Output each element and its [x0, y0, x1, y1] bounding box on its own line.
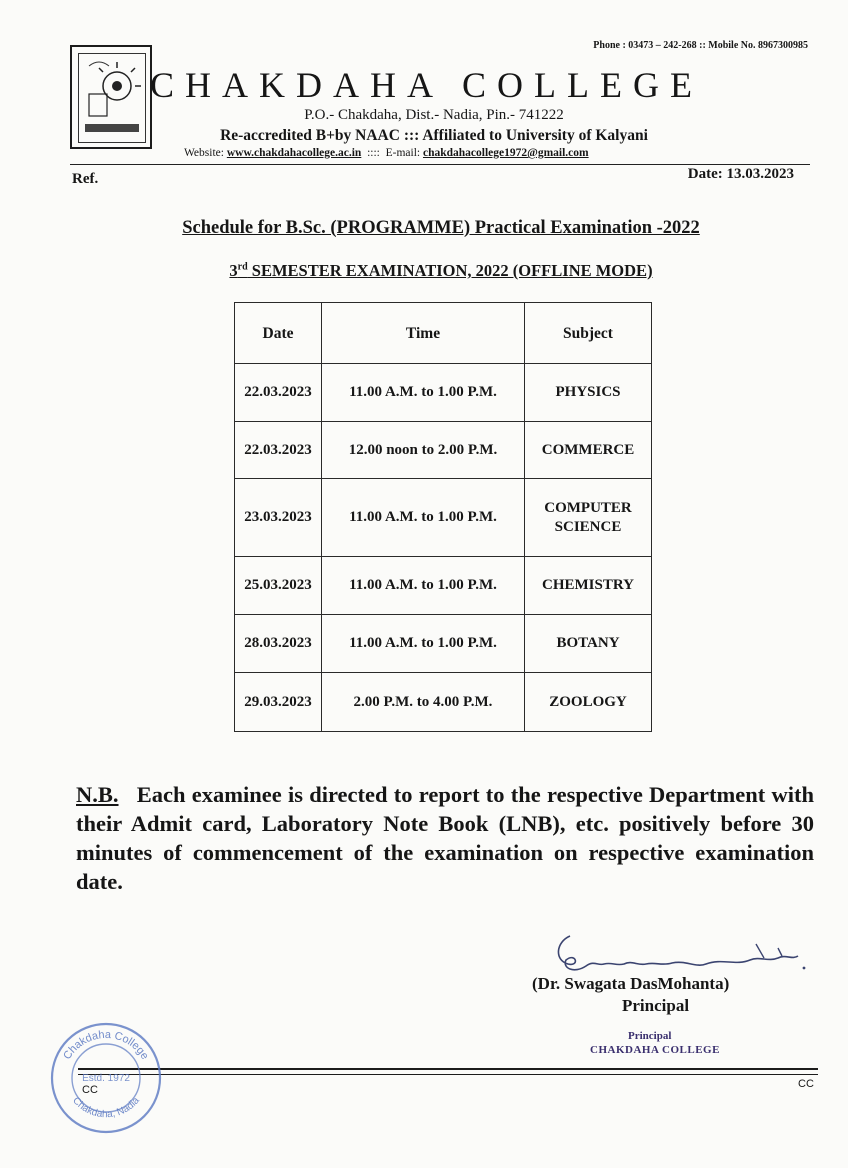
cell-time: 11.00 A.M. to 1.00 P.M. [322, 364, 525, 422]
cell-date: 22.03.2023 [235, 422, 322, 479]
email-link[interactable]: chakdahacollege1972@gmail.com [422, 147, 589, 159]
footer-cc-right: CC [798, 1078, 814, 1090]
college-name: CHAKDAHA COLLEGE [150, 65, 703, 105]
table-row [235, 615, 652, 673]
cell-date: 28.03.2023 [235, 615, 322, 673]
header-subject: Subject [525, 303, 652, 364]
cell-time: 2.00 P.M. to 4.00 P.M. [322, 673, 525, 732]
signatory-title: Principal [622, 996, 690, 1015]
header-time: Time [322, 303, 525, 364]
cell-time: 11.00 A.M. to 1.00 P.M. [322, 615, 525, 673]
cell-subject: COMPUTER SCIENCE [525, 479, 652, 557]
header-divider [70, 164, 810, 165]
signatory-name: (Dr. Swagata DasMohanta) [532, 974, 730, 993]
cell-date: 29.03.2023 [235, 673, 322, 732]
semester-subtitle [0, 261, 848, 281]
seal-top-text: Chakdaha College [61, 1028, 151, 1062]
cell-time: 11.00 A.M. to 1.00 P.M. [322, 557, 525, 615]
document-date: Date: 13.03.2023 [687, 166, 794, 182]
table-header-row [235, 303, 652, 364]
cell-subject: BOTANY [525, 615, 652, 673]
exam-schedule-table [234, 302, 652, 732]
college-address: P.O.- Chakdaha, Dist.- Nadia, Pin.- 741222 [304, 107, 564, 123]
emblem-icon [79, 54, 145, 142]
cell-date: 22.03.2023 [235, 364, 322, 422]
footer-divider-thick [78, 1068, 818, 1070]
cell-subject: CHEMISTRY [525, 557, 652, 615]
table-row [235, 557, 652, 615]
footer-divider-thin [78, 1074, 818, 1075]
svg-text:Chakdaha, Nadia [70, 1095, 142, 1120]
email-label: E-mail: [385, 147, 423, 159]
website-link[interactable]: www.chakdahacollege.ac.in [226, 147, 362, 159]
contact-phone-line: Phone : 03473 – 242-268 :: Mobile No. 8967300985 [593, 40, 808, 51]
cell-date: 25.03.2023 [235, 557, 322, 615]
semester-ordinal: rd [237, 261, 248, 273]
footer-cc-left: CC [82, 1084, 98, 1096]
header-date: Date [235, 303, 322, 364]
semester-text: SEMESTER EXAMINATION, 2022 (OFFLINE MODE) [247, 261, 653, 280]
cell-time: 12.00 noon to 2.00 P.M. [322, 422, 525, 479]
college-seal-stamp [46, 1018, 166, 1138]
logo-emblem [78, 53, 146, 143]
stamp-college-text: CHAKDAHA COLLEGE [590, 1044, 720, 1056]
table-row [235, 479, 652, 557]
cell-subject: PHYSICS [525, 364, 652, 422]
cell-date: 23.03.2023 [235, 479, 322, 557]
nb-text: Each examinee is directed to report to the respective Department with their Admit card, Laboratory Note Book (LNB), etc. positively before 30 minutes of commencement of the examination on respective examination date. [76, 782, 815, 894]
cell-time: 11.00 A.M. to 1.00 P.M. [322, 479, 525, 557]
website-email-line [184, 147, 589, 159]
ref-label: Ref. [72, 171, 99, 187]
seal-bottom-text: Chakdaha, Nadia [70, 1095, 142, 1121]
schedule-title: Schedule for B.Sc. (PROGRAMME) Practical Examination -2022 [182, 218, 700, 238]
cell-subject: ZOOLOGY [525, 673, 652, 732]
accreditation-line: Re-accredited B+by NAAC ::: Affiliated to University of Kalyani [220, 127, 648, 144]
table-row [235, 422, 652, 479]
website-label: Website: [184, 147, 227, 159]
table-row [235, 673, 652, 732]
cell-subject: COMMERCE [525, 422, 652, 479]
stamp-principal-text: Principal [628, 1030, 672, 1042]
nb-label: N.B. [76, 782, 119, 807]
separator: :::: [361, 147, 386, 159]
table-row [235, 364, 652, 422]
seal-center-text: Estd. 1972 [82, 1073, 130, 1084]
semester-number: 3 [229, 261, 238, 280]
college-logo [70, 45, 152, 149]
nb-note [76, 780, 814, 896]
